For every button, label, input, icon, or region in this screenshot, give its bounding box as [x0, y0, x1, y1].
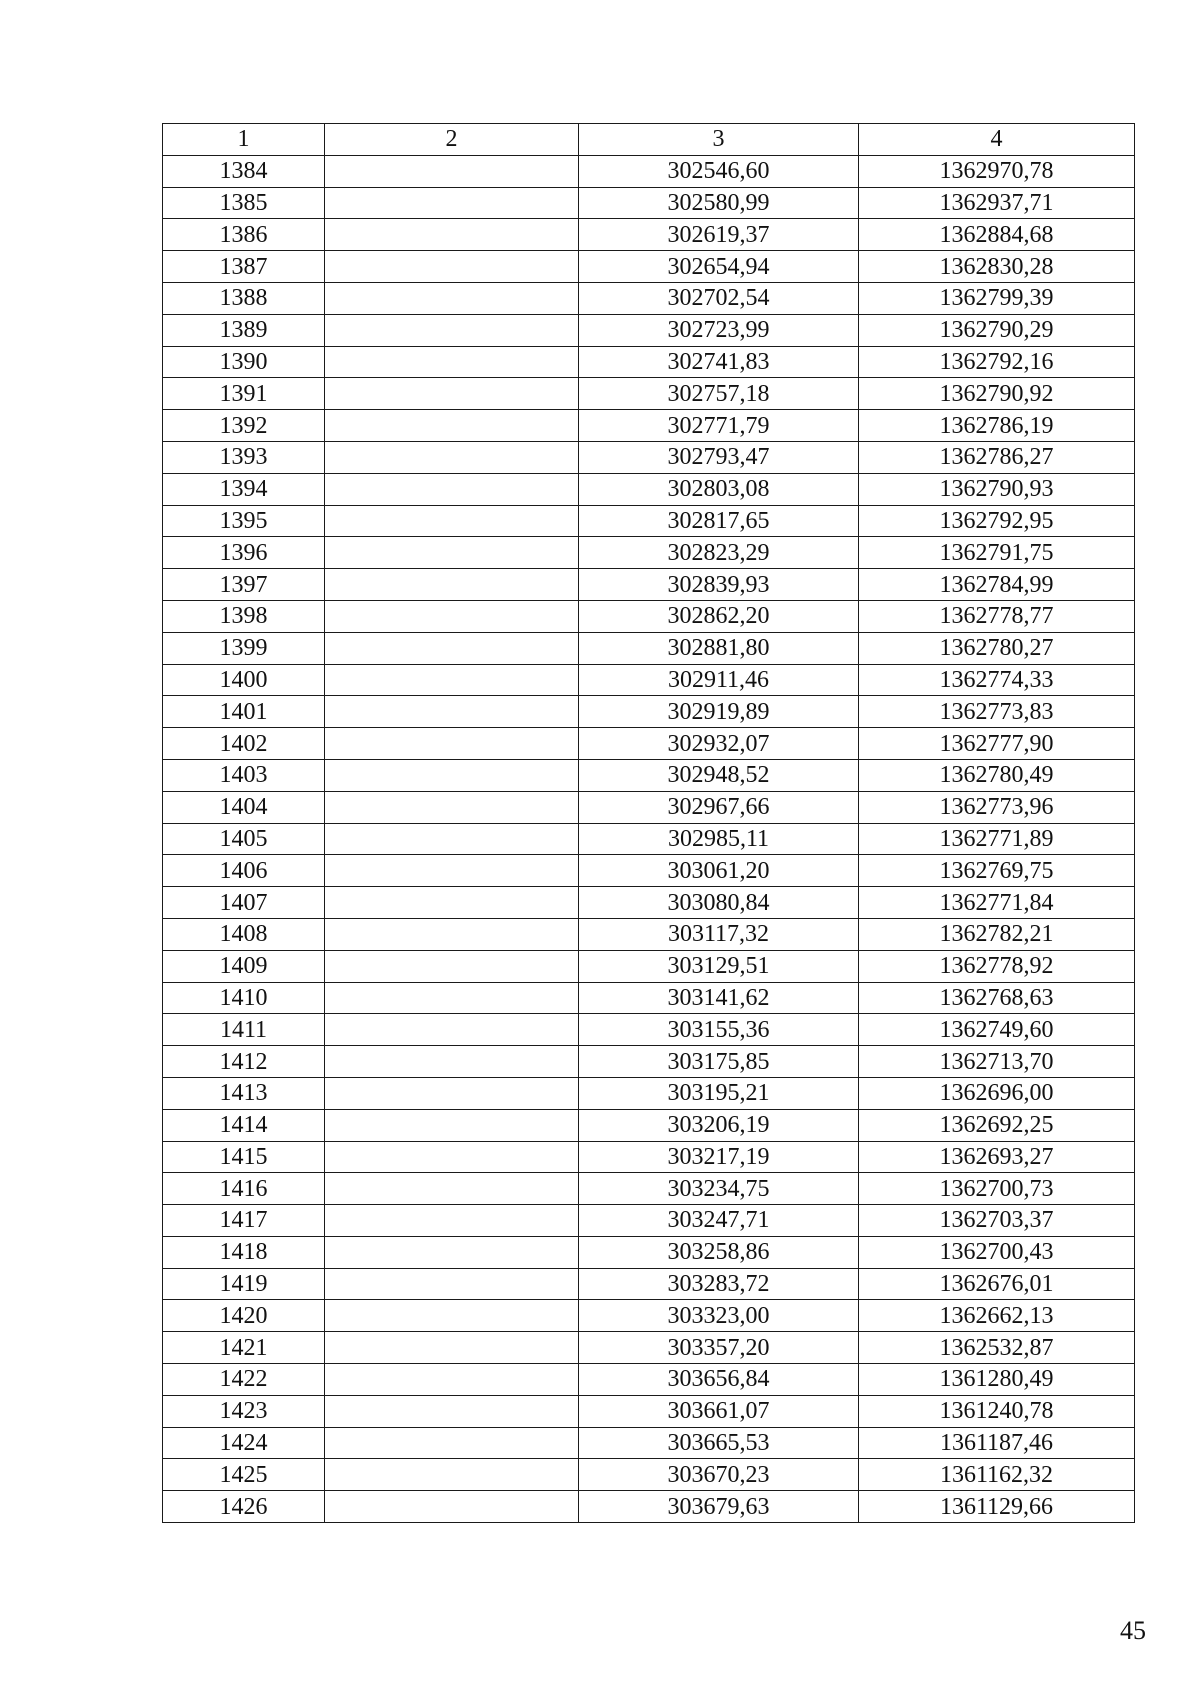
point-number-cell: 1415 — [163, 1141, 325, 1173]
point-number-cell: 1390 — [163, 346, 325, 378]
table-row — [163, 1459, 1135, 1491]
column-header-3: 3 — [579, 124, 859, 156]
blank-cell — [325, 632, 579, 664]
y-coordinate-cell: 1362782,21 — [859, 918, 1135, 950]
blank-cell — [325, 473, 579, 505]
x-coordinate-cell: 303141,62 — [579, 982, 859, 1014]
x-coordinate-cell: 303670,23 — [579, 1459, 859, 1491]
blank-cell — [325, 950, 579, 982]
table-row — [163, 696, 1135, 728]
point-number-cell: 1389 — [163, 314, 325, 346]
blank-cell — [325, 918, 579, 950]
y-coordinate-cell: 1361162,32 — [859, 1459, 1135, 1491]
blank-cell — [325, 569, 579, 601]
y-coordinate-cell: 1362780,27 — [859, 632, 1135, 664]
x-coordinate-cell: 302839,93 — [579, 569, 859, 601]
y-coordinate-cell: 1362662,13 — [859, 1300, 1135, 1332]
x-coordinate-cell: 302803,08 — [579, 473, 859, 505]
x-coordinate-cell: 303080,84 — [579, 887, 859, 919]
table-row — [163, 1427, 1135, 1459]
point-number-cell: 1414 — [163, 1109, 325, 1141]
y-coordinate-cell: 1362884,68 — [859, 219, 1135, 251]
header-row — [163, 124, 1135, 156]
x-coordinate-cell: 302862,20 — [579, 600, 859, 632]
blank-cell — [325, 1141, 579, 1173]
column-header-2: 2 — [325, 124, 579, 156]
y-coordinate-cell: 1362771,89 — [859, 823, 1135, 855]
y-coordinate-cell: 1362771,84 — [859, 887, 1135, 919]
x-coordinate-cell: 302757,18 — [579, 378, 859, 410]
x-coordinate-cell: 302723,99 — [579, 314, 859, 346]
point-number-cell: 1391 — [163, 378, 325, 410]
y-coordinate-cell: 1362769,75 — [859, 855, 1135, 887]
x-coordinate-cell: 302823,29 — [579, 537, 859, 569]
x-coordinate-cell: 303117,32 — [579, 918, 859, 950]
table-row — [163, 282, 1135, 314]
table-row — [163, 950, 1135, 982]
table-row — [163, 187, 1135, 219]
x-coordinate-cell: 302948,52 — [579, 759, 859, 791]
blank-cell — [325, 1395, 579, 1427]
point-number-cell: 1416 — [163, 1173, 325, 1205]
blank-cell — [325, 759, 579, 791]
blank-cell — [325, 441, 579, 473]
blank-cell — [325, 1236, 579, 1268]
y-coordinate-cell: 1362778,77 — [859, 600, 1135, 632]
x-coordinate-cell: 302911,46 — [579, 664, 859, 696]
blank-cell — [325, 282, 579, 314]
y-coordinate-cell: 1362791,75 — [859, 537, 1135, 569]
y-coordinate-cell: 1361240,78 — [859, 1395, 1135, 1427]
y-coordinate-cell: 1362790,29 — [859, 314, 1135, 346]
blank-cell — [325, 1300, 579, 1332]
table-row — [163, 823, 1135, 855]
table-row — [163, 600, 1135, 632]
x-coordinate-cell: 303247,71 — [579, 1205, 859, 1237]
point-number-cell: 1419 — [163, 1268, 325, 1300]
point-number-cell: 1403 — [163, 759, 325, 791]
point-number-cell: 1413 — [163, 1077, 325, 1109]
table-row — [163, 759, 1135, 791]
y-coordinate-cell: 1362786,19 — [859, 410, 1135, 442]
blank-cell — [325, 1109, 579, 1141]
y-coordinate-cell: 1362790,93 — [859, 473, 1135, 505]
table-row — [163, 1332, 1135, 1364]
point-number-cell: 1418 — [163, 1236, 325, 1268]
blank-cell — [325, 728, 579, 760]
point-number-cell: 1398 — [163, 600, 325, 632]
y-coordinate-cell: 1362778,92 — [859, 950, 1135, 982]
table-row — [163, 314, 1135, 346]
y-coordinate-cell: 1361280,49 — [859, 1364, 1135, 1396]
blank-cell — [325, 1491, 579, 1523]
x-coordinate-cell: 303679,63 — [579, 1491, 859, 1523]
x-coordinate-cell: 302985,11 — [579, 823, 859, 855]
point-number-cell: 1405 — [163, 823, 325, 855]
blank-cell — [325, 219, 579, 251]
table-row — [163, 1268, 1135, 1300]
point-number-cell: 1386 — [163, 219, 325, 251]
blank-cell — [325, 791, 579, 823]
x-coordinate-cell: 303665,53 — [579, 1427, 859, 1459]
x-coordinate-cell: 302793,47 — [579, 441, 859, 473]
y-coordinate-cell: 1362937,71 — [859, 187, 1135, 219]
x-coordinate-cell: 302580,99 — [579, 187, 859, 219]
point-number-cell: 1395 — [163, 505, 325, 537]
y-coordinate-cell: 1362532,87 — [859, 1332, 1135, 1364]
page-number: 45 — [1120, 1616, 1146, 1645]
x-coordinate-cell: 302741,83 — [579, 346, 859, 378]
point-number-cell: 1388 — [163, 282, 325, 314]
table-row — [163, 791, 1135, 823]
y-coordinate-cell: 1362799,39 — [859, 282, 1135, 314]
y-coordinate-cell: 1362700,43 — [859, 1236, 1135, 1268]
point-number-cell: 1406 — [163, 855, 325, 887]
point-number-cell: 1420 — [163, 1300, 325, 1332]
table-row — [163, 219, 1135, 251]
point-number-cell: 1396 — [163, 537, 325, 569]
y-coordinate-cell: 1362780,49 — [859, 759, 1135, 791]
blank-cell — [325, 887, 579, 919]
table-row — [163, 1205, 1135, 1237]
table-row — [163, 632, 1135, 664]
x-coordinate-cell: 303175,85 — [579, 1046, 859, 1078]
blank-cell — [325, 1205, 579, 1237]
x-coordinate-cell: 303129,51 — [579, 950, 859, 982]
blank-cell — [325, 855, 579, 887]
table-row — [163, 855, 1135, 887]
point-number-cell: 1417 — [163, 1205, 325, 1237]
y-coordinate-cell: 1362773,83 — [859, 696, 1135, 728]
x-coordinate-cell: 303195,21 — [579, 1077, 859, 1109]
table-row — [163, 473, 1135, 505]
y-coordinate-cell: 1361187,46 — [859, 1427, 1135, 1459]
blank-cell — [325, 378, 579, 410]
x-coordinate-cell: 302817,65 — [579, 505, 859, 537]
point-number-cell: 1411 — [163, 1014, 325, 1046]
point-number-cell: 1410 — [163, 982, 325, 1014]
y-coordinate-cell: 1362692,25 — [859, 1109, 1135, 1141]
x-coordinate-cell: 302654,94 — [579, 251, 859, 283]
table-body — [163, 155, 1135, 1522]
table-row — [163, 441, 1135, 473]
table-row — [163, 982, 1135, 1014]
table-row — [163, 155, 1135, 187]
table-row — [163, 1077, 1135, 1109]
table-row — [163, 1364, 1135, 1396]
blank-cell — [325, 1364, 579, 1396]
table-row — [163, 410, 1135, 442]
x-coordinate-cell: 303283,72 — [579, 1268, 859, 1300]
table-row — [163, 1236, 1135, 1268]
point-number-cell: 1426 — [163, 1491, 325, 1523]
table-row — [163, 537, 1135, 569]
x-coordinate-cell: 303155,36 — [579, 1014, 859, 1046]
table-row — [163, 569, 1135, 601]
point-number-cell: 1392 — [163, 410, 325, 442]
y-coordinate-cell: 1362676,01 — [859, 1268, 1135, 1300]
coordinates-table — [162, 123, 1135, 1523]
point-number-cell: 1425 — [163, 1459, 325, 1491]
table-row — [163, 728, 1135, 760]
blank-cell — [325, 410, 579, 442]
point-number-cell: 1399 — [163, 632, 325, 664]
blank-cell — [325, 1427, 579, 1459]
table-row — [163, 1491, 1135, 1523]
table-row — [163, 378, 1135, 410]
y-coordinate-cell: 1362786,27 — [859, 441, 1135, 473]
table-row — [163, 346, 1135, 378]
blank-cell — [325, 1014, 579, 1046]
table-row — [163, 1014, 1135, 1046]
y-coordinate-cell: 1362713,70 — [859, 1046, 1135, 1078]
y-coordinate-cell: 1362768,63 — [859, 982, 1135, 1014]
table-row — [163, 918, 1135, 950]
point-number-cell: 1397 — [163, 569, 325, 601]
table-row — [163, 251, 1135, 283]
x-coordinate-cell: 302619,37 — [579, 219, 859, 251]
blank-cell — [325, 537, 579, 569]
blank-cell — [325, 982, 579, 1014]
y-coordinate-cell: 1362790,92 — [859, 378, 1135, 410]
point-number-cell: 1422 — [163, 1364, 325, 1396]
x-coordinate-cell: 303661,07 — [579, 1395, 859, 1427]
x-coordinate-cell: 302932,07 — [579, 728, 859, 760]
blank-cell — [325, 1077, 579, 1109]
point-number-cell: 1424 — [163, 1427, 325, 1459]
point-number-cell: 1407 — [163, 887, 325, 919]
point-number-cell: 1423 — [163, 1395, 325, 1427]
blank-cell — [325, 187, 579, 219]
blank-cell — [325, 155, 579, 187]
point-number-cell: 1385 — [163, 187, 325, 219]
y-coordinate-cell: 1362792,16 — [859, 346, 1135, 378]
table-row — [163, 1395, 1135, 1427]
x-coordinate-cell: 303217,19 — [579, 1141, 859, 1173]
blank-cell — [325, 1046, 579, 1078]
point-number-cell: 1393 — [163, 441, 325, 473]
y-coordinate-cell: 1361129,66 — [859, 1491, 1135, 1523]
y-coordinate-cell: 1362700,73 — [859, 1173, 1135, 1205]
blank-cell — [325, 505, 579, 537]
y-coordinate-cell: 1362693,27 — [859, 1141, 1135, 1173]
blank-cell — [325, 346, 579, 378]
x-coordinate-cell: 303258,86 — [579, 1236, 859, 1268]
table-row — [163, 1141, 1135, 1173]
x-coordinate-cell: 302919,89 — [579, 696, 859, 728]
table-row — [163, 887, 1135, 919]
blank-cell — [325, 1173, 579, 1205]
blank-cell — [325, 1332, 579, 1364]
blank-cell — [325, 696, 579, 728]
blank-cell — [325, 664, 579, 696]
x-coordinate-cell: 303656,84 — [579, 1364, 859, 1396]
x-coordinate-cell: 303061,20 — [579, 855, 859, 887]
blank-cell — [325, 1459, 579, 1491]
point-number-cell: 1421 — [163, 1332, 325, 1364]
y-coordinate-cell: 1362777,90 — [859, 728, 1135, 760]
y-coordinate-cell: 1362784,99 — [859, 569, 1135, 601]
table-row — [163, 1109, 1135, 1141]
blank-cell — [325, 1268, 579, 1300]
blank-cell — [325, 600, 579, 632]
blank-cell — [325, 823, 579, 855]
point-number-cell: 1412 — [163, 1046, 325, 1078]
y-coordinate-cell: 1362749,60 — [859, 1014, 1135, 1046]
point-number-cell: 1387 — [163, 251, 325, 283]
point-number-cell: 1408 — [163, 918, 325, 950]
y-coordinate-cell: 1362696,00 — [859, 1077, 1135, 1109]
column-header-1: 1 — [163, 124, 325, 156]
x-coordinate-cell: 302967,66 — [579, 791, 859, 823]
point-number-cell: 1384 — [163, 155, 325, 187]
y-coordinate-cell: 1362970,78 — [859, 155, 1135, 187]
column-header-4: 4 — [859, 124, 1135, 156]
table-row — [163, 664, 1135, 696]
table-row — [163, 505, 1135, 537]
point-number-cell: 1400 — [163, 664, 325, 696]
x-coordinate-cell: 302546,60 — [579, 155, 859, 187]
table-row — [163, 1173, 1135, 1205]
blank-cell — [325, 251, 579, 283]
x-coordinate-cell: 303234,75 — [579, 1173, 859, 1205]
y-coordinate-cell: 1362830,28 — [859, 251, 1135, 283]
x-coordinate-cell: 303323,00 — [579, 1300, 859, 1332]
table-row — [163, 1046, 1135, 1078]
y-coordinate-cell: 1362792,95 — [859, 505, 1135, 537]
point-number-cell: 1394 — [163, 473, 325, 505]
y-coordinate-cell: 1362773,96 — [859, 791, 1135, 823]
point-number-cell: 1404 — [163, 791, 325, 823]
x-coordinate-cell: 302702,54 — [579, 282, 859, 314]
y-coordinate-cell: 1362774,33 — [859, 664, 1135, 696]
blank-cell — [325, 314, 579, 346]
x-coordinate-cell: 303357,20 — [579, 1332, 859, 1364]
x-coordinate-cell: 303206,19 — [579, 1109, 859, 1141]
table-row — [163, 1300, 1135, 1332]
x-coordinate-cell: 302881,80 — [579, 632, 859, 664]
x-coordinate-cell: 302771,79 — [579, 410, 859, 442]
point-number-cell: 1409 — [163, 950, 325, 982]
point-number-cell: 1402 — [163, 728, 325, 760]
y-coordinate-cell: 1362703,37 — [859, 1205, 1135, 1237]
point-number-cell: 1401 — [163, 696, 325, 728]
